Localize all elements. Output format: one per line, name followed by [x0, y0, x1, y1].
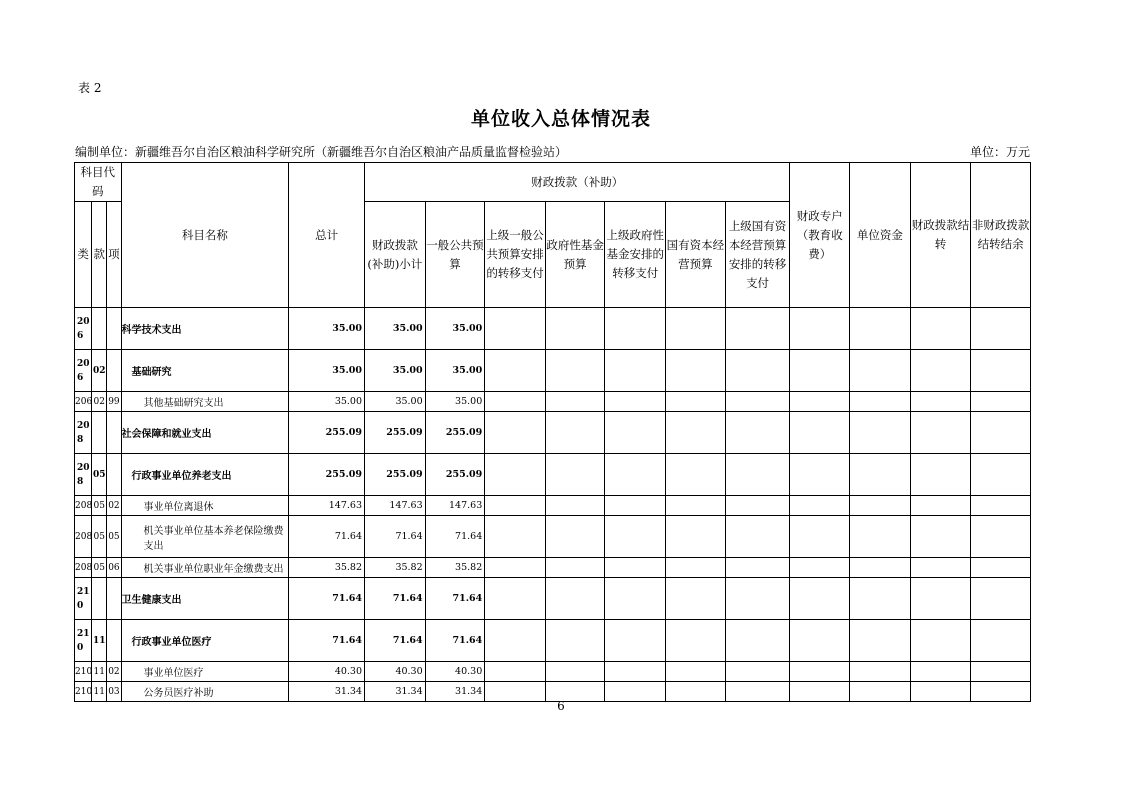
cell-total: 71.64	[289, 620, 365, 662]
cell-xiang: 02	[107, 662, 121, 682]
cell-subject-name: 其他基础研究支出	[121, 392, 289, 412]
cell-kuan: 02	[92, 392, 107, 412]
cell-empty	[485, 496, 546, 516]
header-fiscal-group: 财政拨款（补助）	[365, 163, 790, 202]
cell-lei: 210	[75, 662, 92, 682]
cell-subject-name: 机关事业单位基本养老保险缴费支出	[121, 516, 289, 558]
cell-empty	[850, 558, 911, 578]
table-row	[75, 412, 1031, 454]
cell-lei: 208	[75, 516, 92, 558]
table-row	[75, 392, 1031, 412]
cell-empty	[666, 496, 726, 516]
header-superior-general: 上级一般公共预算安排的转移支付	[485, 202, 546, 308]
cell-general-public: 40.30	[425, 662, 485, 682]
cell-subject-name: 公务员医疗补助	[121, 682, 289, 702]
cell-empty	[485, 516, 546, 558]
cell-empty	[910, 558, 971, 578]
cell-empty	[971, 516, 1031, 558]
cell-empty	[850, 392, 911, 412]
cell-fiscal-subtotal: 35.00	[365, 392, 426, 412]
cell-empty	[545, 558, 605, 578]
cell-empty	[485, 412, 546, 454]
cell-xiang	[107, 350, 121, 392]
header-xiang: 项	[107, 202, 121, 308]
header-subject-code: 科目代码	[75, 163, 122, 202]
cell-empty	[790, 620, 850, 662]
cell-kuan: 02	[92, 350, 107, 392]
cell-empty	[725, 392, 790, 412]
cell-empty	[850, 350, 911, 392]
cell-empty	[910, 392, 971, 412]
cell-empty	[910, 620, 971, 662]
cell-xiang: 03	[107, 682, 121, 702]
header-nonfiscal-carryover: 非财政拨款结转结余	[971, 163, 1031, 308]
cell-xiang	[107, 412, 121, 454]
cell-empty	[725, 496, 790, 516]
cell-empty	[971, 350, 1031, 392]
cell-empty	[910, 662, 971, 682]
cell-empty	[725, 558, 790, 578]
cell-total: 35.00	[289, 392, 365, 412]
cell-subject-name: 机关事业单位职业年金缴费支出	[121, 558, 289, 578]
cell-empty	[725, 350, 790, 392]
table-row	[75, 350, 1031, 392]
header-lei: 类	[75, 202, 92, 308]
cell-kuan: 05	[92, 496, 107, 516]
compiling-unit: 编制单位：新疆维吾尔自治区粮油科学研究所（新疆维吾尔自治区粮油产品质量监督检验站）	[75, 145, 568, 159]
cell-lei: 206	[75, 350, 92, 392]
cell-empty	[545, 308, 605, 350]
cell-fiscal-subtotal: 35.00	[365, 350, 426, 392]
cell-empty	[971, 662, 1031, 682]
cell-empty	[666, 454, 726, 496]
cell-general-public: 71.64	[425, 620, 485, 662]
table-row	[75, 516, 1031, 558]
cell-fiscal-subtotal: 255.09	[365, 454, 426, 496]
cell-fiscal-subtotal: 71.64	[365, 578, 426, 620]
cell-empty	[666, 662, 726, 682]
cell-empty	[850, 308, 911, 350]
cell-xiang: 02	[107, 496, 121, 516]
cell-fiscal-subtotal: 147.63	[365, 496, 426, 516]
cell-empty	[605, 308, 666, 350]
header-subject-name: 科目名称	[121, 163, 289, 308]
cell-empty	[605, 620, 666, 662]
cell-empty	[545, 620, 605, 662]
cell-empty	[545, 350, 605, 392]
cell-general-public: 31.34	[425, 682, 485, 702]
cell-empty	[790, 454, 850, 496]
cell-empty	[725, 412, 790, 454]
cell-empty	[790, 308, 850, 350]
cell-empty	[666, 558, 726, 578]
table-row	[75, 662, 1031, 682]
cell-total: 31.34	[289, 682, 365, 702]
header-fiscal-subtotal: 财政拨款(补助)小计	[365, 202, 426, 308]
cell-empty	[485, 350, 546, 392]
cell-total: 40.30	[289, 662, 365, 682]
cell-lei: 210	[75, 682, 92, 702]
cell-empty	[850, 578, 911, 620]
cell-empty	[790, 558, 850, 578]
cell-empty	[971, 558, 1031, 578]
header-fiscal-carryover: 财政拨款结转	[910, 163, 971, 308]
cell-kuan: 11	[92, 682, 107, 702]
cell-empty	[725, 578, 790, 620]
table-row	[75, 308, 1031, 350]
cell-xiang: 06	[107, 558, 121, 578]
cell-general-public: 35.00	[425, 308, 485, 350]
cell-general-public: 35.82	[425, 558, 485, 578]
cell-kuan: 11	[92, 620, 107, 662]
header-superior-state-capital: 上级国有资本经营预算安排的转移支付	[725, 202, 790, 308]
cell-subject-name: 事业单位离退休	[121, 496, 289, 516]
cell-empty	[666, 308, 726, 350]
cell-xiang	[107, 308, 121, 350]
cell-subject-name: 卫生健康支出	[121, 578, 289, 620]
cell-empty	[725, 620, 790, 662]
cell-empty	[971, 392, 1031, 412]
cell-total: 255.09	[289, 412, 365, 454]
table-row	[75, 496, 1031, 516]
cell-kuan: 05	[92, 516, 107, 558]
cell-general-public: 147.63	[425, 496, 485, 516]
cell-xiang	[107, 578, 121, 620]
cell-empty	[545, 662, 605, 682]
cell-empty	[485, 620, 546, 662]
cell-kuan	[92, 578, 107, 620]
cell-empty	[971, 620, 1031, 662]
cell-empty	[971, 412, 1031, 454]
cell-xiang: 99	[107, 392, 121, 412]
cell-empty	[545, 454, 605, 496]
cell-empty	[545, 412, 605, 454]
cell-empty	[725, 454, 790, 496]
cell-empty	[605, 516, 666, 558]
cell-xiang	[107, 620, 121, 662]
cell-empty	[790, 516, 850, 558]
cell-total: 255.09	[289, 454, 365, 496]
cell-fiscal-subtotal: 31.34	[365, 682, 426, 702]
cell-empty	[910, 350, 971, 392]
header-gov-fund: 政府性基金预算	[545, 202, 605, 308]
cell-subject-name: 社会保障和就业支出	[121, 412, 289, 454]
cell-kuan	[92, 412, 107, 454]
cell-empty	[605, 496, 666, 516]
cell-empty	[485, 662, 546, 682]
cell-empty	[850, 662, 911, 682]
cell-empty	[910, 308, 971, 350]
cell-empty	[605, 578, 666, 620]
cell-kuan	[92, 308, 107, 350]
cell-kuan: 05	[92, 558, 107, 578]
cell-empty	[485, 308, 546, 350]
cell-empty	[910, 454, 971, 496]
table-row	[75, 578, 1031, 620]
cell-total: 147.63	[289, 496, 365, 516]
cell-empty	[666, 392, 726, 412]
cell-total: 35.00	[289, 308, 365, 350]
cell-empty	[790, 496, 850, 516]
cell-empty	[545, 496, 605, 516]
cell-empty	[485, 392, 546, 412]
cell-empty	[971, 578, 1031, 620]
cell-lei: 210	[75, 578, 92, 620]
cell-empty	[725, 308, 790, 350]
cell-general-public: 35.00	[425, 350, 485, 392]
income-table	[74, 162, 1031, 702]
table-row	[75, 454, 1031, 496]
cell-empty	[790, 392, 850, 412]
cell-fiscal-subtotal: 71.64	[365, 516, 426, 558]
cell-total: 71.64	[289, 516, 365, 558]
cell-lei: 208	[75, 558, 92, 578]
cell-empty	[725, 516, 790, 558]
cell-empty	[485, 454, 546, 496]
cell-empty	[545, 392, 605, 412]
page-title: 单位收入总体情况表	[470, 108, 651, 130]
header-kuan: 款	[92, 202, 107, 308]
cell-empty	[666, 412, 726, 454]
header-row-1	[75, 163, 1031, 202]
table-row	[75, 620, 1031, 662]
header-general-public: 一般公共预算	[425, 202, 485, 308]
cell-empty	[605, 662, 666, 682]
cell-subject-name: 行政事业单位养老支出	[121, 454, 289, 496]
header-fiscal-special: 财政专户（教育收费）	[790, 163, 850, 308]
page-number: 6	[557, 699, 565, 713]
header-total: 总计	[289, 163, 365, 308]
header-unit-funds: 单位资金	[850, 163, 911, 308]
cell-empty	[971, 496, 1031, 516]
cell-general-public: 255.09	[425, 454, 485, 496]
cell-fiscal-subtotal: 40.30	[365, 662, 426, 682]
cell-fiscal-subtotal: 35.00	[365, 308, 426, 350]
cell-lei: 208	[75, 412, 92, 454]
cell-empty	[666, 620, 726, 662]
cell-empty	[971, 308, 1031, 350]
header-state-capital: 国有资本经营预算	[666, 202, 726, 308]
cell-empty	[545, 578, 605, 620]
cell-empty	[605, 412, 666, 454]
cell-subject-name: 基础研究	[121, 350, 289, 392]
cell-subject-name: 事业单位医疗	[121, 662, 289, 682]
cell-fiscal-subtotal: 71.64	[365, 620, 426, 662]
cell-subject-name: 行政事业单位医疗	[121, 620, 289, 662]
cell-empty	[910, 578, 971, 620]
cell-lei: 208	[75, 454, 92, 496]
cell-kuan: 05	[92, 454, 107, 496]
cell-fiscal-subtotal: 255.09	[365, 412, 426, 454]
cell-xiang	[107, 454, 121, 496]
cell-empty	[666, 516, 726, 558]
cell-empty	[790, 578, 850, 620]
cell-total: 71.64	[289, 578, 365, 620]
cell-xiang: 05	[107, 516, 121, 558]
cell-general-public: 71.64	[425, 516, 485, 558]
cell-empty	[790, 412, 850, 454]
cell-empty	[910, 496, 971, 516]
cell-empty	[666, 350, 726, 392]
cell-lei: 208	[75, 496, 92, 516]
currency-unit: 单位：万元	[969, 145, 1030, 159]
cell-fiscal-subtotal: 35.82	[365, 558, 426, 578]
cell-empty	[666, 578, 726, 620]
cell-empty	[850, 496, 911, 516]
cell-empty	[605, 350, 666, 392]
cell-lei: 210	[75, 620, 92, 662]
cell-empty	[850, 516, 911, 558]
cell-lei: 206	[75, 392, 92, 412]
cell-empty	[790, 662, 850, 682]
cell-empty	[971, 454, 1031, 496]
header-superior-gov-fund: 上级政府性基金安排的转移支付	[605, 202, 666, 308]
cell-empty	[910, 412, 971, 454]
cell-kuan: 11	[92, 662, 107, 682]
cell-empty	[605, 558, 666, 578]
cell-lei: 206	[75, 308, 92, 350]
cell-general-public: 255.09	[425, 412, 485, 454]
cell-general-public: 35.00	[425, 392, 485, 412]
cell-general-public: 71.64	[425, 578, 485, 620]
cell-empty	[850, 412, 911, 454]
cell-subject-name: 科学技术支出	[121, 308, 289, 350]
cell-empty	[850, 454, 911, 496]
table-number: 表 2	[78, 81, 102, 95]
cell-empty	[485, 578, 546, 620]
cell-empty	[605, 454, 666, 496]
cell-empty	[790, 350, 850, 392]
cell-total: 35.82	[289, 558, 365, 578]
cell-empty	[605, 392, 666, 412]
cell-empty	[545, 516, 605, 558]
cell-total: 35.00	[289, 350, 365, 392]
cell-empty	[850, 620, 911, 662]
cell-empty	[910, 516, 971, 558]
table-row	[75, 558, 1031, 578]
cell-empty	[485, 558, 546, 578]
cell-empty	[725, 662, 790, 682]
